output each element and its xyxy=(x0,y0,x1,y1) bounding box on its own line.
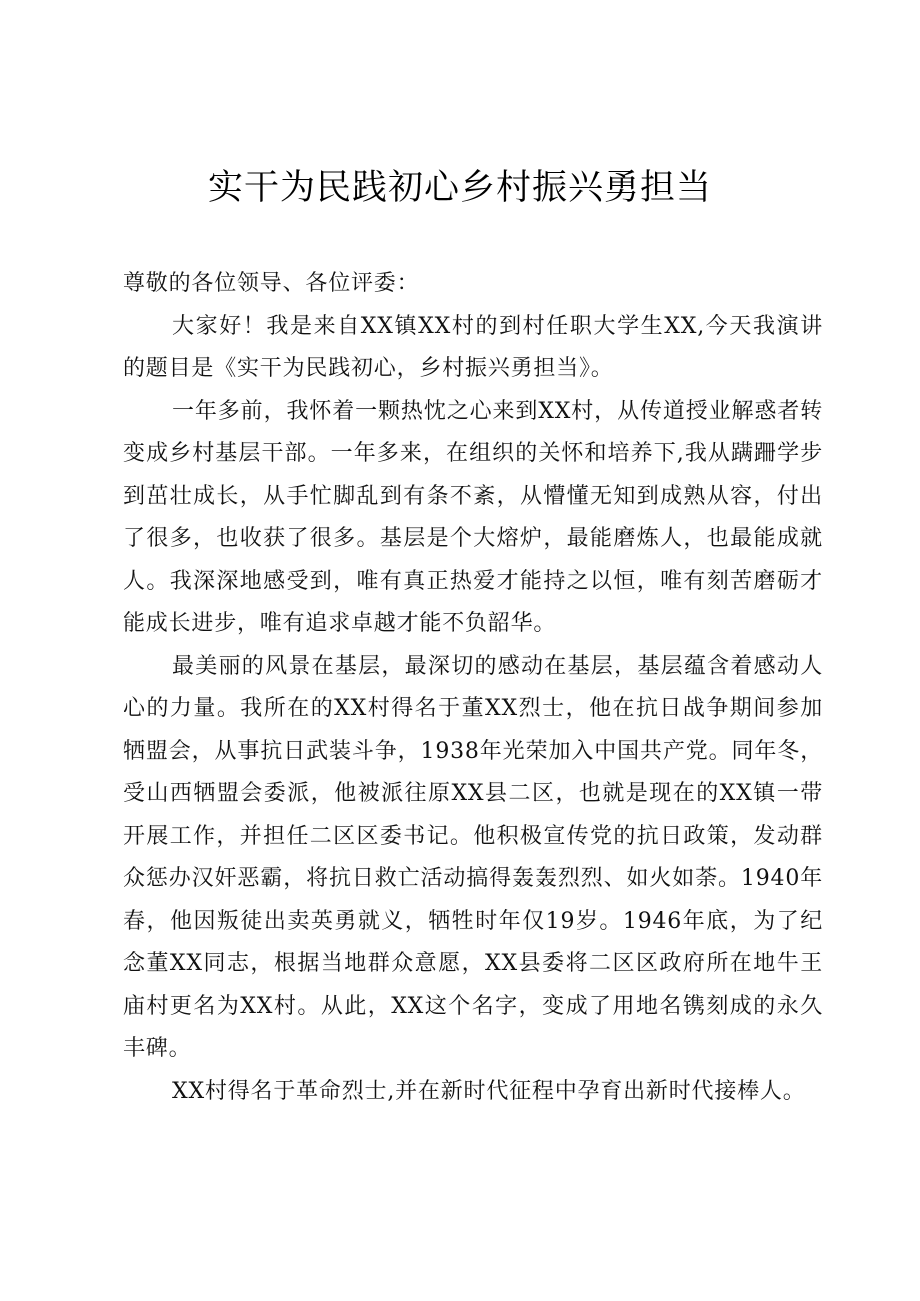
paragraph-new-era: XX村得名于革命烈士,并在新时代征程中孕育出新时代接棒人。 xyxy=(172,1078,806,1104)
paragraph-greeting: 大家好！我是来自XX镇XX村的到村任职大学生XX,今天我演讲的题目是《实干为民践初心，乡村振兴勇担当》。 xyxy=(123,313,823,381)
document-title: 实干为民践初心乡村振兴勇担当 xyxy=(207,168,712,208)
salutation-line: 尊敬的各位领导、各位评委： xyxy=(123,271,420,296)
document-body xyxy=(123,263,823,1113)
paragraph-experience: 一年多前，我怀着一颗热忱之心来到XX村，从传道授业解惑者转变成乡村基层干部。一年多来，在组织的关怀和培养下,我从蹒跚学步到茁壮成长，从手忙脚乱到有条不紊，从懵懂无知到成熟从容，付出了很多，也收获了很多。基层是个大熔炉，最能磨炼人，也最能成就人。我深深地感受到，唯有真正热爱才能持之以恒，唯有刻苦磨砺才能成长进步，唯有追求卓越才能不负韶华。 xyxy=(123,398,823,636)
paragraph-village-history: 最美丽的风景在基层，最深切的感动在基层，基层蕴含着感动人心的力量。我所在的XX村得名于董XX烈士，他在抗日战争期间参加牺盟会，从事抗日武装斗争，1938年光荣加入中国共产党。同年冬，受山西牺盟会委派，他被派往原XX县二区，也就是现在的XX镇一带开展工作，并担任二区区委书记。他积极宣传党的抗日政策，发动群众惩办汉奸恶霸，将抗日救亡活动搞得轰轰烈烈、如火如荼。1940年春，他因叛徒出卖英勇就义，牺牲时年仅19岁。1946年底，为了纪念董XX同志，根据当地群众意愿，XX县委将二区区政府所在地牛王庙村更名为XX村。从此，XX这个名字，变成了用地名镌刻成的永久丰碑。 xyxy=(123,653,823,1061)
